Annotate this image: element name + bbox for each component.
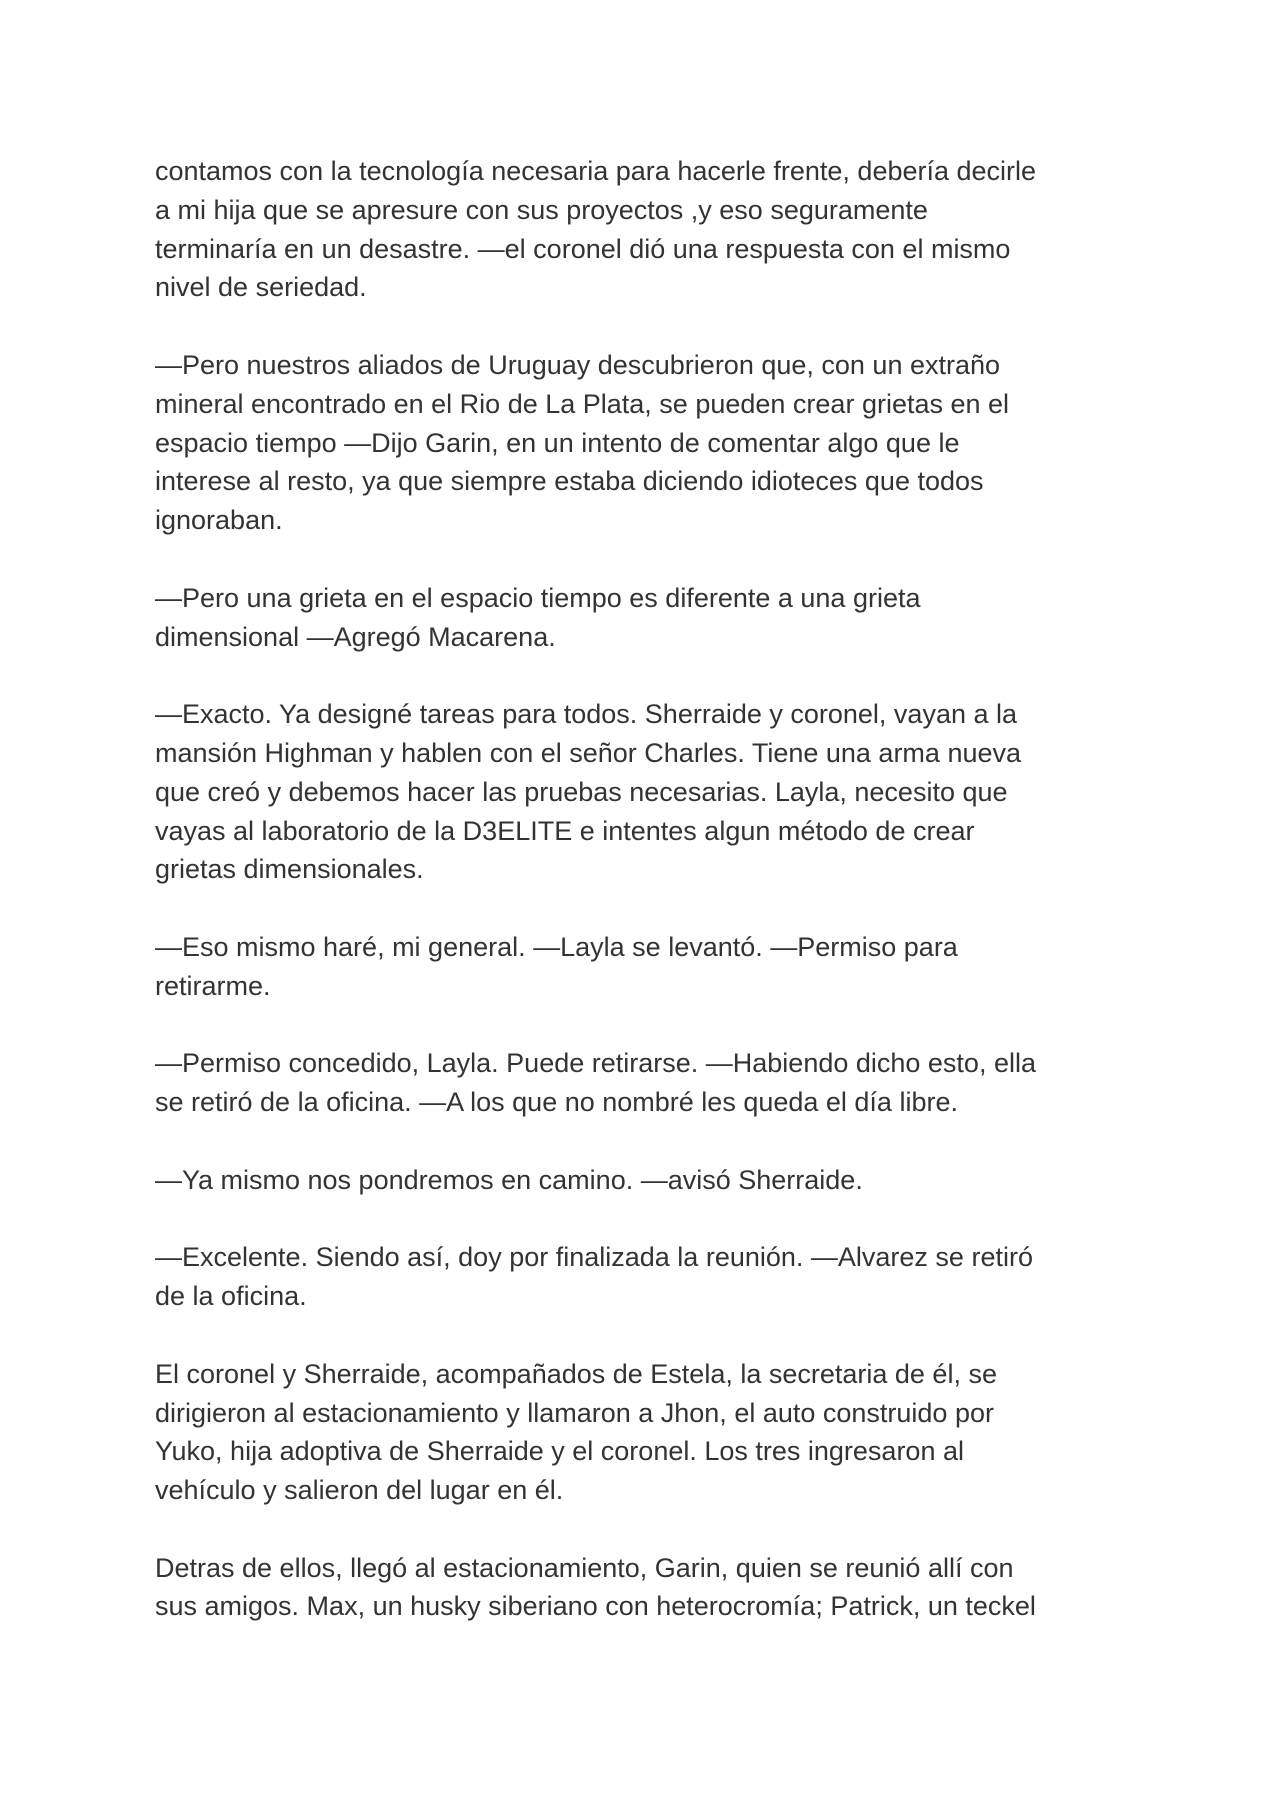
text-line: se retiró de la oficina. —A los que no nombré les queda el día libre. xyxy=(155,1087,958,1118)
text-line: Yuko, hija adoptiva de Sherraide y el coronel. Los tres ingresaron al xyxy=(155,1436,964,1467)
paragraph xyxy=(155,1044,1125,1122)
body-text xyxy=(155,152,1125,1665)
text-line: —Exacto. Ya designé tareas para todos. Sherraide y coronel, vayan a la xyxy=(155,699,1018,730)
paragraph xyxy=(155,152,1125,307)
text-line: a mi hija que se apresure con sus proyectos ,y eso seguramente xyxy=(155,194,928,225)
text-line: —Pero una grieta en el espacio tiempo es diferente a una grieta xyxy=(155,582,921,613)
paragraph xyxy=(155,1355,1125,1510)
paragraph xyxy=(155,579,1125,657)
text-line: —Ya mismo nos pondremos en camino. —avisó Sherraide. xyxy=(155,1164,863,1195)
text-line: que creó y debemos hacer las pruebas necesarias. Layla, necesito que xyxy=(155,776,1008,807)
text-line: nivel de seriedad. xyxy=(155,272,367,303)
paragraph xyxy=(155,1238,1125,1316)
text-line: vehículo y salieron del lugar en él. xyxy=(155,1475,564,1506)
text-line: terminaría en un desastre. —el coronel dió una respuesta con el mismo xyxy=(155,233,1011,264)
paragraph xyxy=(155,1161,1125,1200)
paragraph xyxy=(155,928,1125,1006)
text-line: —Pero nuestros aliados de Uruguay descubrieron que, con un extraño xyxy=(155,349,1001,380)
text-line: —Eso mismo haré, mi general. —Layla se levantó. —Permiso para xyxy=(155,931,958,962)
text-line: mansión Highman y hablen con el señor Charles. Tiene una arma nueva xyxy=(155,737,1022,768)
paragraph xyxy=(155,346,1125,540)
paragraph xyxy=(155,1549,1125,1627)
text-line: grietas dimensionales. xyxy=(155,854,424,885)
text-line: —Permiso concedido, Layla. Puede retirarse. —Habiendo dicho esto, ella xyxy=(155,1048,1036,1079)
text-line: retirarme. xyxy=(155,970,271,1001)
text-line: Detras de ellos, llegó al estacionamiento, Garin, quien se reunió allí con xyxy=(155,1552,1014,1583)
text-line: sus amigos. Max, un husky siberiano con heterocromía; Patrick, un teckel xyxy=(155,1591,1036,1622)
paragraph xyxy=(155,695,1125,889)
text-line: contamos con la tecnología necesaria para hacerle frente, debería decirle xyxy=(155,156,1037,186)
text-line: de la oficina. xyxy=(155,1281,307,1312)
text-line: mineral encontrado en el Rio de La Plata, se pueden crear grietas en el xyxy=(155,388,1010,419)
text-line: vayas al laboratorio de la D3ELITE e intentes algun método de crear xyxy=(155,815,975,846)
text-line: espacio tiempo —Dijo Garin, en un intento de comentar algo que le xyxy=(155,427,960,458)
text-line: dimensional —Agregó Macarena. xyxy=(155,621,556,652)
text-line: ignoraban. xyxy=(155,505,283,536)
text-line: —Excelente. Siendo así, doy por finalizada la reunión. —Alvarez se retiró xyxy=(155,1242,1033,1273)
text-line: El coronel y Sherraide, acompañados de Estela, la secretaria de él, se xyxy=(155,1358,997,1389)
text-line: interese al resto, ya que siempre estaba diciendo idioteces que todos xyxy=(155,466,984,497)
text-line: dirigieron al estacionamiento y llamaron a Jhon, el auto construido por xyxy=(155,1397,994,1428)
